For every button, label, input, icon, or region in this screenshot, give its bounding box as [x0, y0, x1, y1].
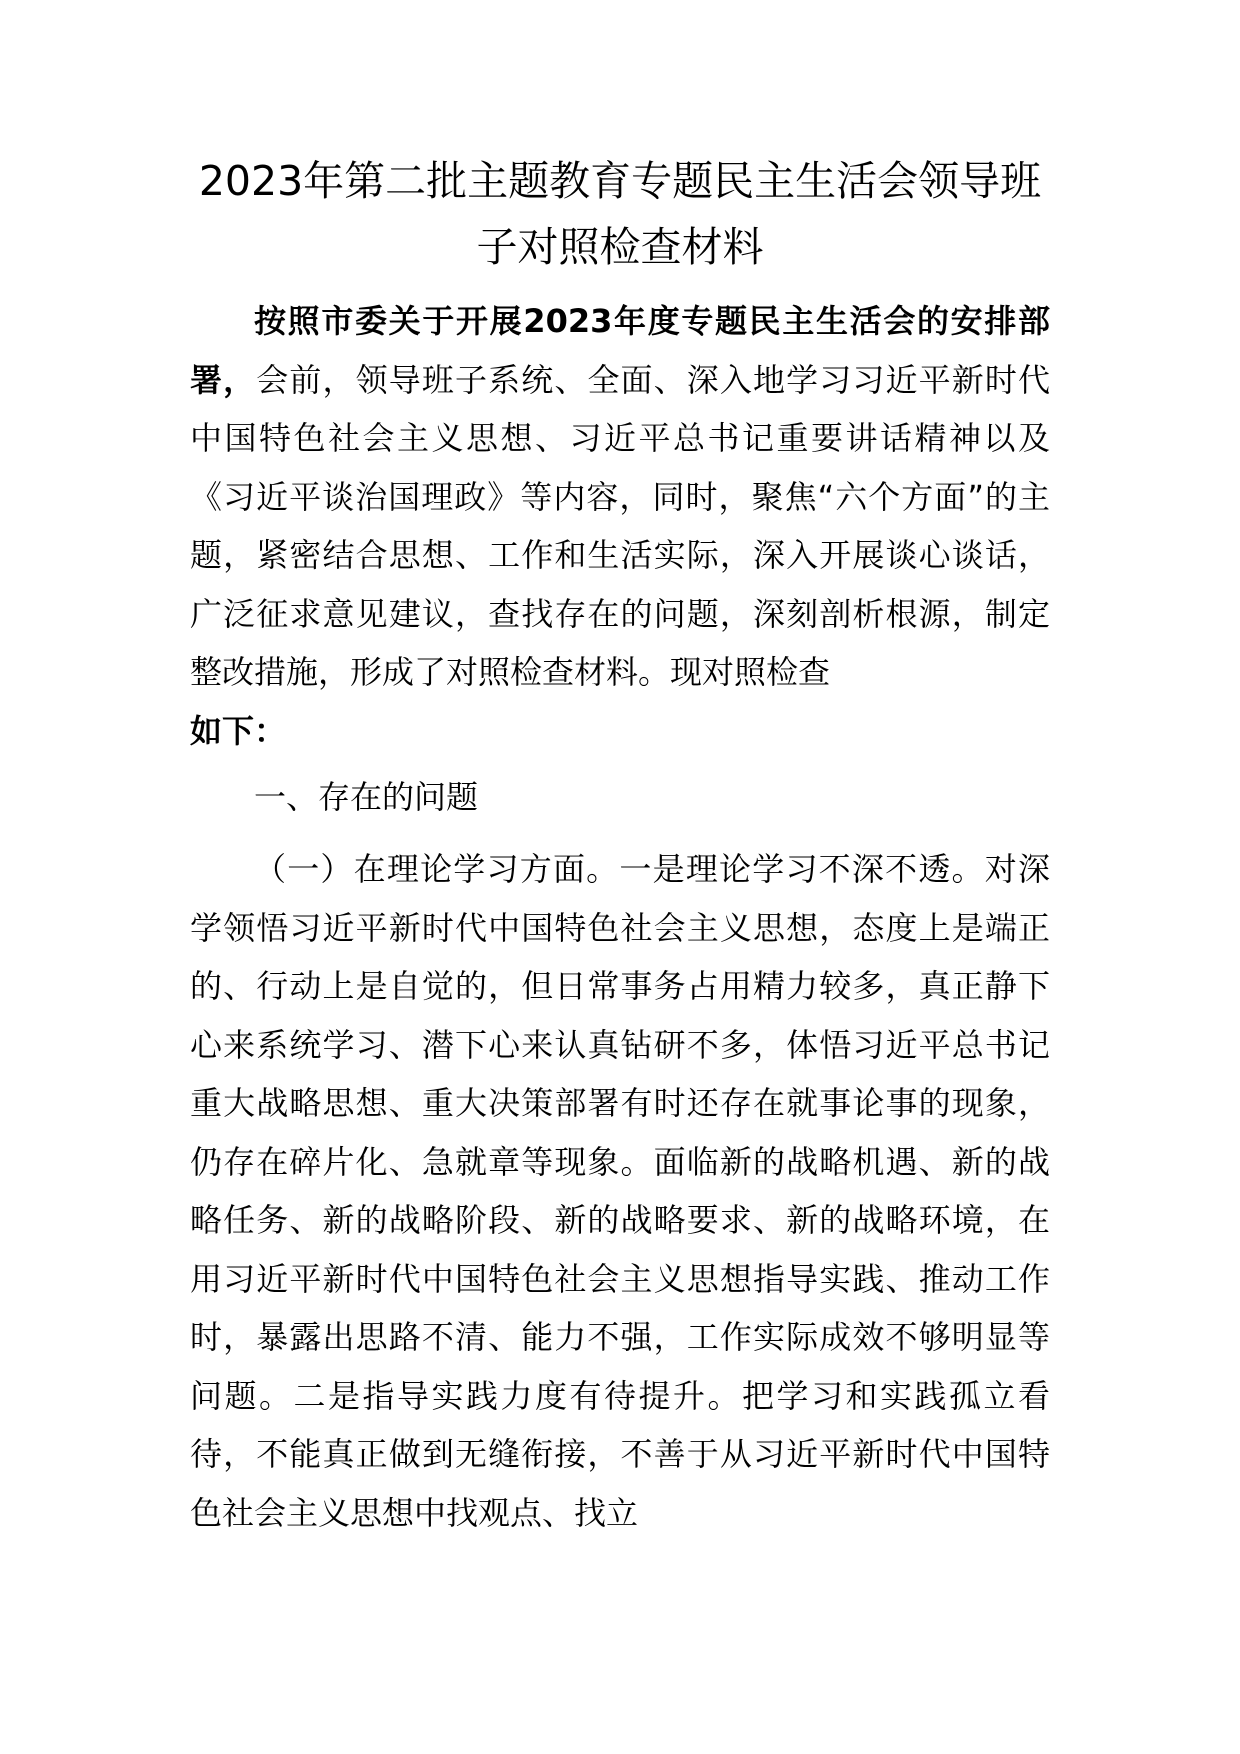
intro-paragraph — [190, 292, 1050, 760]
document-title: 2023年第二批主题教育专题民主生活会领导班子对照检查材料 — [198, 157, 1042, 271]
intro-lead-text: 按照市委关于开展2023年度专题民主生活会的安排部署， — [190, 302, 1050, 399]
intro-body-text: 会前，领导班子系统、全面、深入地学习习近平新时代中国特色社会主义思想、习近平总书记重要讲话精神以及《习近平谈治国理政》等内容，同时，聚焦“六个方面”的主题，紧密结合思想、工作和生活实际，深入开展谈心谈话，广泛征求意见建议，查找存在的问题，深刻剖析根源，制定整改措施，形成了对照检查材料。现对照检查 — [190, 360, 1050, 691]
intro-tail-text: 如下： — [190, 711, 287, 750]
section-heading: 一、存在的问题 — [254, 778, 479, 816]
theory-study-paragraph: （一）在理论学习方面。一是理论学习不深不透。对深学领悟习近平新时代中国特色社会主义思想，态度上是端正的、行动上是自觉的，但日常事务占用精力较多，真正静下心来系统学习、潜下心来认真钻研不多，体悟习近平总书记重大战略思想、重大决策部署有时还存在就事论事的现象，仍存在碎片化、急就章等现象。面临新的战略机遇、新的战略任务、新的战略阶段、新的战略要求、新的战略环境，在用习近平新时代中国特色社会主义思想指导实践、推动工作时，暴露出思路不清、能力不强，工作实际成效不够明显等问题。二是指导实践力度有待提升。把学习和实践孤立看待，不能真正做到无缝衔接，不善于从习近平新时代中国特色社会主义思想中找观点、找立 — [190, 850, 1050, 1532]
